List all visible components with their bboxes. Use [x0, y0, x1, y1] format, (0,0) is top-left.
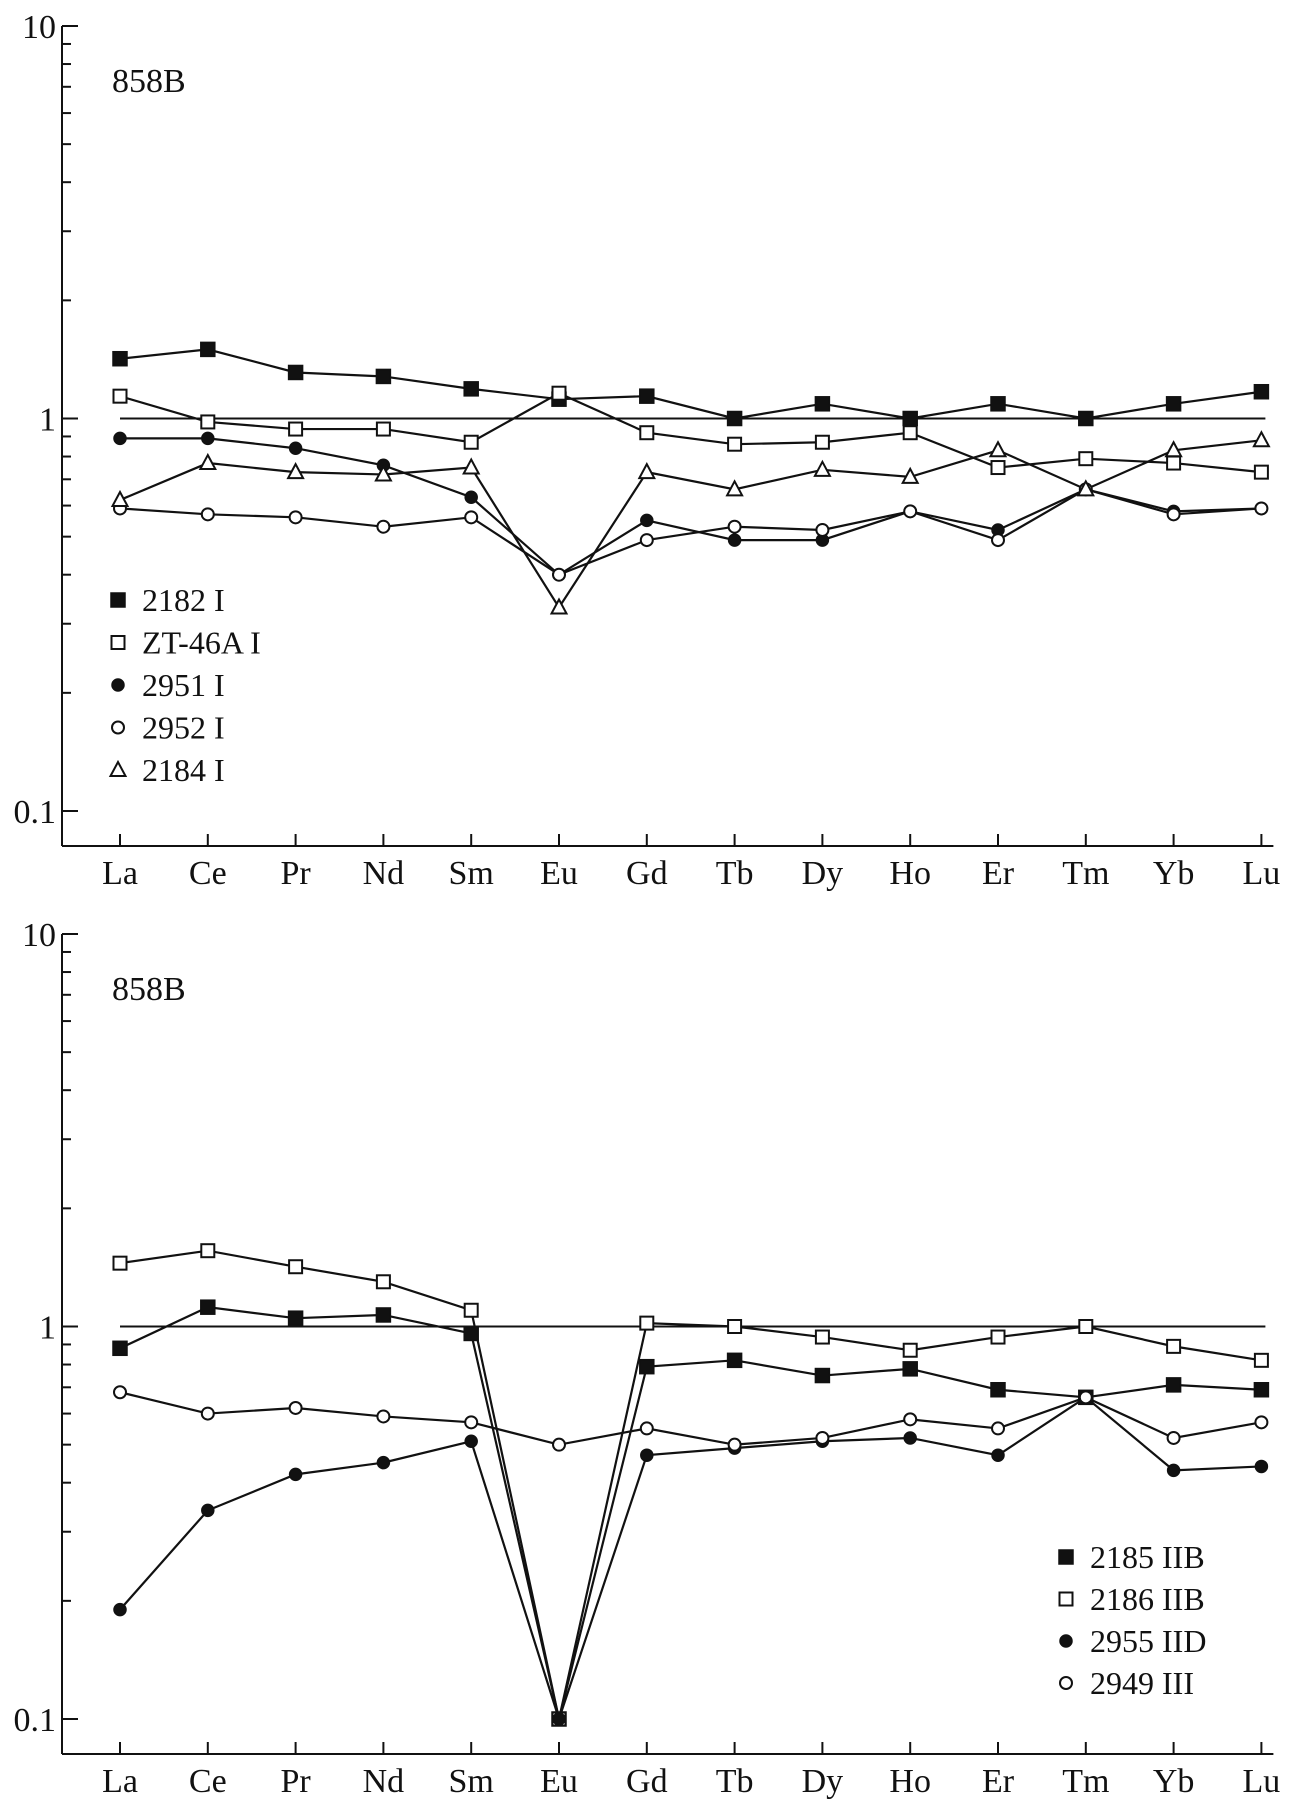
- x-tick-label: La: [102, 855, 138, 892]
- data-point: [113, 492, 128, 506]
- data-point: [728, 1353, 742, 1367]
- series-line: [120, 349, 1261, 418]
- data-point: [904, 505, 916, 517]
- legend-label: 2182 I: [142, 582, 225, 618]
- legend-label: 2949 III: [1090, 1665, 1194, 1701]
- x-tick-label: Yb: [1152, 855, 1195, 892]
- data-point: [202, 432, 214, 444]
- x-tick-label: Nd: [362, 855, 405, 892]
- data-point: [641, 514, 653, 526]
- data-point: [640, 426, 653, 439]
- x-tick-label: Tm: [1062, 855, 1110, 892]
- data-point: [904, 1413, 916, 1425]
- x-tick-label: Yb: [1152, 1763, 1195, 1800]
- data-point: [465, 1304, 478, 1317]
- data-point: [639, 464, 654, 478]
- legend-label: 2955 IID: [1090, 1623, 1207, 1659]
- data-point: [464, 1326, 478, 1340]
- data-point: [1168, 1464, 1180, 1476]
- legend-label: ZT-46A I: [142, 624, 261, 661]
- legend-marker: [111, 762, 126, 776]
- data-point: [1254, 1383, 1268, 1397]
- data-point: [903, 1362, 917, 1376]
- x-tick-label: Eu: [540, 1763, 578, 1800]
- data-point: [991, 442, 1006, 456]
- data-point: [290, 442, 302, 454]
- data-point: [641, 1422, 653, 1434]
- data-point: [553, 387, 566, 400]
- legend-label: 2186 IIB: [1090, 1581, 1205, 1617]
- data-point: [815, 1369, 829, 1383]
- x-tick-label: Eu: [540, 855, 578, 892]
- data-point: [816, 436, 829, 449]
- data-point: [904, 426, 917, 439]
- x-tick-label: Ho: [889, 855, 931, 892]
- data-point: [202, 1408, 214, 1420]
- data-point: [1255, 1460, 1267, 1472]
- y-tick-label: 0.1: [13, 794, 56, 831]
- data-point: [816, 1331, 829, 1344]
- legend-marker: [1060, 1677, 1072, 1689]
- panel-label: 858B: [112, 971, 186, 1008]
- x-tick-label: Sm: [448, 1763, 494, 1800]
- data-point: [553, 1439, 565, 1451]
- x-tick-label: Gd: [626, 1763, 668, 1800]
- x-tick-label: Ce: [188, 855, 227, 892]
- data-point: [641, 534, 653, 546]
- data-point: [465, 491, 477, 503]
- data-point: [991, 397, 1005, 411]
- data-point: [816, 524, 828, 536]
- data-point: [641, 1449, 653, 1461]
- data-point: [201, 1244, 214, 1257]
- legend-marker: [1059, 1550, 1073, 1564]
- data-point: [376, 369, 390, 383]
- data-point: [728, 412, 742, 426]
- x-tick-label: Er: [981, 1763, 1015, 1800]
- data-point: [200, 455, 215, 469]
- data-point: [201, 1300, 215, 1314]
- data-point: [202, 508, 214, 520]
- data-point: [201, 415, 214, 428]
- data-point: [113, 1341, 127, 1355]
- x-tick-label: Er: [981, 855, 1015, 892]
- data-point: [377, 1457, 389, 1469]
- data-point: [1167, 457, 1180, 470]
- legend-marker: [112, 679, 124, 691]
- y-tick-label: 1: [39, 401, 56, 439]
- legend: [1059, 1539, 1206, 1701]
- data-point: [290, 1402, 302, 1414]
- data-point: [1079, 412, 1093, 426]
- data-point: [553, 569, 565, 581]
- data-point: [114, 390, 127, 403]
- data-point: [640, 389, 654, 403]
- data-point: [816, 1432, 828, 1444]
- data-point: [114, 1604, 126, 1616]
- data-point: [290, 511, 302, 523]
- data-point: [1167, 397, 1181, 411]
- x-tick-label: Pr: [280, 855, 311, 892]
- data-point: [289, 1260, 302, 1273]
- legend-label: 2951 I: [142, 667, 225, 703]
- data-point: [1255, 1416, 1267, 1428]
- data-point: [289, 423, 302, 436]
- data-point: [1079, 452, 1092, 465]
- legend-label: 2184 I: [142, 752, 225, 788]
- data-point: [992, 461, 1005, 474]
- legend: [111, 582, 261, 788]
- x-tick-label: La: [102, 1763, 138, 1800]
- data-point: [289, 1311, 303, 1325]
- data-point: [201, 342, 215, 356]
- data-point: [729, 1439, 741, 1451]
- data-point: [640, 1317, 653, 1330]
- data-point: [1254, 432, 1269, 446]
- legend-marker: [1060, 1593, 1073, 1606]
- data-point: [377, 1410, 389, 1422]
- data-point: [728, 1320, 741, 1333]
- x-tick-label: Tb: [715, 1763, 754, 1800]
- data-point: [202, 1504, 214, 1516]
- data-point: [729, 534, 741, 546]
- data-point: [903, 412, 917, 426]
- legend-marker: [111, 593, 125, 607]
- data-point: [815, 462, 830, 476]
- x-tick-label: Dy: [801, 855, 844, 892]
- data-point: [1255, 502, 1267, 514]
- x-tick-label: Lu: [1242, 1763, 1281, 1800]
- x-tick-label: Pr: [280, 1763, 311, 1800]
- data-point: [464, 460, 479, 474]
- data-point: [377, 521, 389, 533]
- series-line: [120, 489, 1261, 574]
- data-point: [992, 1422, 1004, 1434]
- data-point: [114, 1386, 126, 1398]
- y-tick-label: 1: [39, 1309, 56, 1347]
- data-point: [904, 1344, 917, 1357]
- y-tick-label: 10: [22, 9, 56, 46]
- x-tick-label: Dy: [801, 1763, 844, 1800]
- x-tick-label: Tb: [715, 855, 754, 892]
- y-tick-label: 10: [22, 917, 56, 954]
- data-point: [991, 1383, 1005, 1397]
- data-point: [377, 1275, 390, 1288]
- data-point: [114, 432, 126, 444]
- data-point: [552, 599, 567, 613]
- data-point: [1079, 1320, 1092, 1333]
- data-point: [1168, 508, 1180, 520]
- data-point: [290, 1468, 302, 1480]
- x-tick-label: Lu: [1242, 855, 1281, 892]
- data-point: [728, 438, 741, 451]
- data-point: [1168, 1432, 1180, 1444]
- data-point: [729, 521, 741, 533]
- x-tick-label: Sm: [448, 855, 494, 892]
- data-point: [113, 352, 127, 366]
- legend-marker: [112, 636, 125, 649]
- x-tick-label: Tm: [1062, 1763, 1110, 1800]
- data-point: [1167, 1340, 1180, 1353]
- x-tick-label: Ho: [889, 1763, 931, 1800]
- data-point: [992, 1331, 1005, 1344]
- x-tick-label: Ce: [188, 1763, 227, 1800]
- data-point: [464, 382, 478, 396]
- data-point: [1167, 1378, 1181, 1392]
- data-point: [904, 1432, 916, 1444]
- y-tick-label: 0.1: [13, 1702, 56, 1739]
- data-point: [1080, 1391, 1092, 1403]
- data-point: [553, 1713, 565, 1725]
- x-tick-label: Gd: [626, 855, 668, 892]
- data-point: [992, 534, 1004, 546]
- chart-panel-bottom: [14, 917, 1281, 1800]
- data-point: [1255, 466, 1268, 479]
- data-point: [465, 436, 478, 449]
- data-point: [465, 1416, 477, 1428]
- data-point: [815, 397, 829, 411]
- data-point: [376, 1308, 390, 1322]
- chart-panel-top: [14, 9, 1281, 892]
- data-point: [1255, 1354, 1268, 1367]
- data-point: [465, 1435, 477, 1447]
- data-point: [640, 1360, 654, 1374]
- legend-marker: [1060, 1635, 1072, 1647]
- data-point: [114, 1257, 127, 1270]
- legend-marker: [112, 722, 124, 734]
- legend-label: 2952 I: [142, 709, 225, 746]
- data-point: [1254, 385, 1268, 399]
- x-tick-label: Nd: [362, 1763, 405, 1800]
- panel-label: 858B: [112, 63, 186, 100]
- data-point: [377, 423, 390, 436]
- legend-label: 2185 IIB: [1090, 1539, 1205, 1575]
- data-point: [289, 365, 303, 379]
- data-point: [992, 1449, 1004, 1461]
- data-point: [465, 511, 477, 523]
